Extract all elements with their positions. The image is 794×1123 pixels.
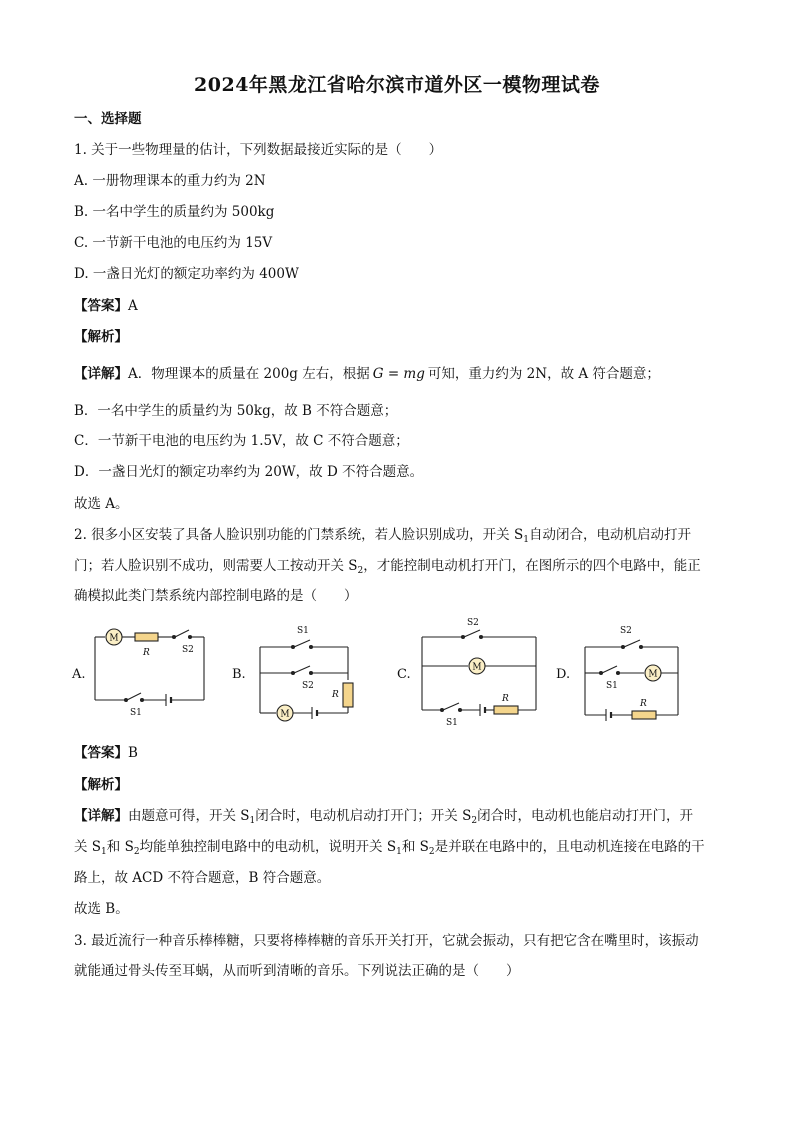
detail-tag: 【详解】 [74,366,128,382]
q2-detail-text: 关 S [74,839,102,855]
figure-c-letter: C. [397,667,411,682]
subscript: 2 [133,847,140,857]
subscript: 2 [428,847,435,857]
switch-label: S1 [297,626,309,636]
q1-detail-b: B．一名中学生的质量约为 50kg，故 B 不符合题意； [74,403,398,419]
q3-stem-line1: 3. 最近流行一种音乐棒棒糖，只要将棒棒糖的音乐开关打开，它就会振动，只有把它含在嘴里时，该振动 [74,933,699,949]
switch-label: S2 [467,618,479,628]
q1-option-a: A. 一册物理课本的重力约为 2N [74,173,266,189]
q1-answer [74,297,138,315]
subscript: 1 [249,816,256,826]
q2-text: 门；若人脸识别不成功，则需要人工按动开关 S [74,558,358,574]
detail-a-text-end: 可知，重力约为 2N，故 A 符合题意； [427,366,660,382]
figure-b-letter: B. [232,667,246,682]
q2-detail-line3: 路上，故 ACD 不符合题意，B 符合题意。 [74,870,331,886]
switch-label: S2 [182,645,194,655]
q2-stem-line2 [74,557,701,577]
switch-label: S1 [130,708,142,718]
formula: G = mg [372,366,425,382]
q1-stem: 1. 关于一些物理量的估计，下列数据最接近实际的是（ ） [74,142,443,158]
q2-detail-text: 均能单独控制电路中的电动机，说明开关 S [139,839,397,855]
switch-label: S1 [446,718,458,728]
q2-conclusion: 故选 B。 [74,901,129,917]
answer-value: A [128,298,138,314]
q2-detail-text: 由题意可得，开关 S [128,808,250,824]
subscript: 1 [396,847,402,857]
section-heading: 一、选择题 [74,111,142,127]
q2-detail-text: 和 S [106,839,134,855]
q2-detail-line2 [74,838,705,858]
motor-label: M [109,633,119,644]
motor-label: M [472,662,482,673]
resistor-label: R [332,690,339,700]
q3-stem-line2: 就能通过骨头传至耳蜗，从而听到清晰的音乐。下列说法正确的是（ ） [74,963,520,979]
q2-stem-line3: 确模拟此类门禁系统内部控制电路的是（ ） [74,588,358,604]
q1-conclusion: 故选 A。 [74,496,129,512]
motor-label: M [280,709,290,720]
q1-detail-c: C．一节新干电池的电压约为 1.5V，故 C 不符合题意； [74,433,409,449]
q1-option-d: D. 一盏日光灯的额定功率约为 400W [74,266,299,282]
circuit-d [585,640,678,721]
q1-option-c: C. 一节新干电池的电压约为 15V [74,235,273,251]
detail-tag: 【详解】 [74,808,128,824]
q2-detail-text: 是并联在电路中的，且电动机连接在电路的干 [434,839,705,855]
figure-a-letter: A. [72,667,86,682]
resistor-label: R [502,694,509,704]
page-title: 2024年黑龙江省哈尔滨市道外区一模物理试卷 [194,74,600,96]
q2-detail-text: 和 S [401,839,429,855]
circuit-diagrams [0,615,794,735]
switch-label: S2 [620,626,632,636]
q1-detail-a [74,365,660,383]
resistor-label: R [143,648,150,658]
answer-tag: 【答案】 [74,745,128,761]
answer-value: B [128,745,138,761]
q2-answer [74,744,138,762]
q1-option-b: B. 一名中学生的质量约为 500kg [74,204,275,220]
answer-tag: 【答案】 [74,298,128,314]
subscript: 2 [471,816,478,826]
q2-stem-line1 [74,526,691,546]
q2-text: 2. 很多小区安装了具备人脸识别功能的门禁系统，若人脸识别成功，开关 S [74,527,524,543]
resistor-label: R [640,699,647,709]
motor-label: M [648,669,658,680]
switch-label: S2 [302,681,314,691]
q2-detail-text: 闭合时，电动机启动打开门；开关 S [255,808,472,824]
circuit-c [422,630,536,716]
q2-detail-text: 闭合时，电动机也能启动打开门，开 [477,808,694,824]
q2-analysis-tag: 【解析】 [74,777,128,793]
q1-detail-d: D．一盏日光灯的额定功率约为 20W，故 D 不符合题意。 [74,464,424,480]
q2-detail-line1 [74,807,693,827]
q1-analysis-tag: 【解析】 [74,329,128,345]
subscript: 1 [523,535,529,545]
q2-text: 自动闭合，电动机启动打开 [528,527,691,543]
detail-a-text: A．物理课本的质量在 200g 左右，根据 [128,366,370,382]
figure-d-letter: D. [556,667,571,682]
subscript: 1 [101,847,107,857]
subscript: 2 [357,566,364,576]
q2-text: ，才能控制电动机打开门，在图所示的四个电路中，能正 [363,558,701,574]
switch-label: S1 [606,681,618,691]
